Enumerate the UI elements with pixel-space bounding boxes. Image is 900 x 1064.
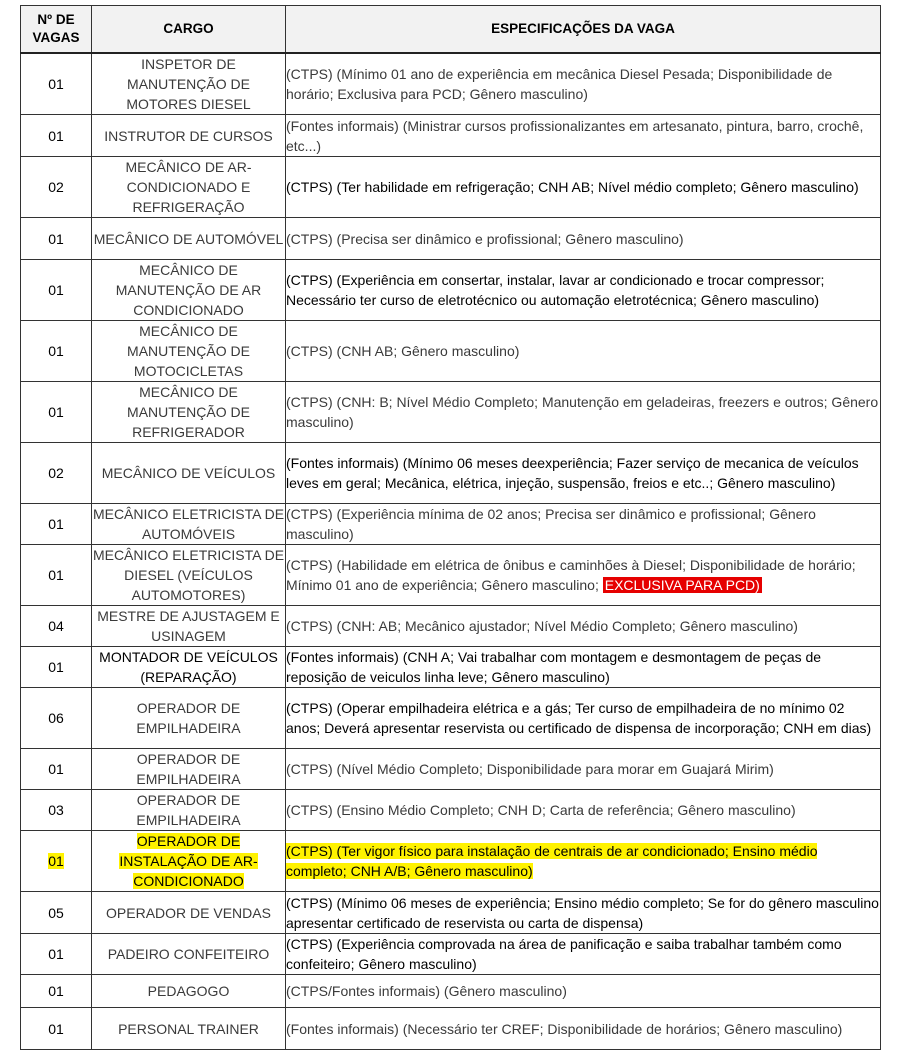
vagas-cell: 01 [21, 53, 92, 115]
job-vacancies-table [20, 5, 881, 1050]
header-vagas-line2: VAGAS [32, 30, 80, 45]
table-row [21, 157, 881, 218]
spec-cell [286, 545, 881, 606]
vagas-cell: 01 [21, 934, 92, 975]
spec-cell: (CTPS) (Mínimo 01 ano de experiência em mecânica Diesel Pesada; Disponibilidade de horário; Exclusiva para PCD; Gênero masculino) [286, 53, 881, 115]
vagas-cell: 02 [21, 157, 92, 218]
cargo-cell: MECÂNICO DE VEÍCULOS [92, 443, 286, 504]
vagas-cell: 06 [21, 688, 92, 749]
vagas-cell: 02 [21, 443, 92, 504]
spec-cell: (Fontes informais) (Necessário ter CREF; Disponibilidade de horários; Gênero masculino) [286, 1008, 881, 1050]
spec-text: (CTPS) (Habilidade em elétrica de ônibus e caminhões à Diesel; Disponibilidade de horário; Mínimo 01 ano de experiência; Gênero masculino; [286, 557, 856, 593]
cargo-cell: PEDAGOGO [92, 975, 286, 1008]
table-row [21, 1008, 881, 1050]
spec-cell: (CTPS) (CNH: AB; Mecânico ajustador; Nível Médio Completo; Gênero masculino) [286, 606, 881, 647]
table-row [21, 606, 881, 647]
pcd-badge: EXCLUSIVA PARA PCD) [604, 577, 760, 593]
vagas-cell: 01 [21, 382, 92, 443]
spec-cell [286, 831, 881, 892]
vagas-cell: 01 [21, 260, 92, 321]
table-row [21, 260, 881, 321]
table-row [21, 647, 881, 688]
spec-cell: (CTPS) (Operar empilhadeira elétrica e a gás; Ter curso de empilhadeira de no mínimo 02 anos; Deverá apresentar reservista ou certificado de dispensa de incorporação; CNH em dias) [286, 688, 881, 749]
cargo-cell: INSPETOR DE MANUTENÇÃO DE MOTORES DIESEL [92, 53, 286, 115]
table-row [21, 382, 881, 443]
table-row [21, 115, 881, 157]
cargo-cell: PERSONAL TRAINER [92, 1008, 286, 1050]
spec-cell: (CTPS) (Mínimo 06 meses de experiência; Ensino médio completo; Se for do gênero masculino apresentar certificado de reservista ou carta de dispensa) [286, 892, 881, 934]
vagas-cell: 01 [21, 749, 92, 790]
vagas-cell [21, 831, 92, 892]
vagas-cell: 01 [21, 1008, 92, 1050]
cargo-cell: MECÂNICO ELETRICISTA DE AUTOMÓVEIS [92, 504, 286, 545]
cargo-cell: MECÂNICO ELETRICISTA DE DIESEL (VEÍCULOS AUTOMOTORES) [92, 545, 286, 606]
vagas-cell: 05 [21, 892, 92, 934]
table-row [21, 545, 881, 606]
cargo-cell: MECÂNICO DE MANUTENÇÃO DE MOTOCICLETAS [92, 321, 286, 382]
table-row [21, 53, 881, 115]
header-vagas-line1: Nº DE [37, 12, 75, 27]
header-spec: ESPECIFICAÇÕES DA VAGA [286, 6, 881, 54]
table-row [21, 321, 881, 382]
vagas-cell: 04 [21, 606, 92, 647]
spec-cell: (CTPS) (CNH AB; Gênero masculino) [286, 321, 881, 382]
spec-cell: (Fontes informais) (Ministrar cursos profissionalizantes em artesanato, pintura, barro, crochê, etc...) [286, 115, 881, 157]
table-row [21, 688, 881, 749]
spec-cell: (CTPS) (Experiência mínima de 02 anos; Precisa ser dinâmico e profissional; Gênero masculino) [286, 504, 881, 545]
table-row [21, 975, 881, 1008]
vagas-cell: 01 [21, 321, 92, 382]
table-row [21, 218, 881, 260]
cargo-cell: OPERADOR DE EMPILHADEIRA [92, 749, 286, 790]
vagas-cell: 01 [21, 115, 92, 157]
spec-cell: (CTPS) (CNH: B; Nível Médio Completo; Manutenção em geladeiras, freezers e outros; Gênero masculino) [286, 382, 881, 443]
spec-cell: (CTPS) (Experiência comprovada na área de panificação e saiba trabalhar também como confeiteiro; Gênero masculino) [286, 934, 881, 975]
table-row [21, 504, 881, 545]
cargo-cell: MECÂNICO DE AUTOMÓVEL [92, 218, 286, 260]
spec-cell: (CTPS) (Precisa ser dinâmico e profissional; Gênero masculino) [286, 218, 881, 260]
cargo-cell: MECÂNICO DE MANUTENÇÃO DE REFRIGERADOR [92, 382, 286, 443]
vagas-cell: 01 [21, 218, 92, 260]
cargo-highlight: OPERADOR DE INSTALAÇÃO DE AR-CONDICIONADO [119, 833, 258, 889]
spec-cell: (Fontes informais) (CNH A; Vai trabalhar com montagem e desmontagem de peças de reposição de veiculos linha leve; Gênero masculino) [286, 647, 881, 688]
table-row [21, 749, 881, 790]
spec-cell: (Fontes informais) (Mínimo 06 meses deexperiência; Fazer serviço de mecanica de veículos leves em geral; Mecânica, elétrica, injeção, suspensão, freios e etc..; Gênero masculino) [286, 443, 881, 504]
spec-cell: (CTPS) (Ensino Médio Completo; CNH D; Carta de referência; Gênero masculino) [286, 790, 881, 831]
vagas-cell: 01 [21, 975, 92, 1008]
spec-cell: (CTPS) (Ter habilidade em refrigeração; CNH AB; Nível médio completo; Gênero masculino) [286, 157, 881, 218]
vagas-highlight: 01 [48, 853, 64, 869]
table-row [21, 443, 881, 504]
cargo-cell: MESTRE DE AJUSTAGEM E USINAGEM [92, 606, 286, 647]
vagas-cell: 03 [21, 790, 92, 831]
cargo-cell: PADEIRO CONFEITEIRO [92, 934, 286, 975]
cargo-cell: OPERADOR DE EMPILHADEIRA [92, 790, 286, 831]
table-row [21, 892, 881, 934]
table-header-row [21, 6, 881, 54]
header-cargo: CARGO [92, 6, 286, 54]
cargo-cell: INSTRUTOR DE CURSOS [92, 115, 286, 157]
table-row-highlighted [21, 831, 881, 892]
cargo-cell: MONTADOR DE VEÍCULOS (REPARAÇÃO) [92, 647, 286, 688]
spec-cell: (CTPS) (Experiência em consertar, instalar, lavar ar condicionado e trocar compressor; Necessário ter curso de eletrotécnico ou automação eletrotécnica; Gênero masculino) [286, 260, 881, 321]
spec-highlight: (CTPS) (Ter vigor físico para instalação de centrais de ar condicionado; Ensino médio completo; CNH A/B; Gênero masculino) [286, 843, 818, 879]
table-row [21, 934, 881, 975]
cargo-cell: MECÂNICO DE AR-CONDICIONADO E REFRIGERAÇÃO [92, 157, 286, 218]
spec-cell: (CTPS/Fontes informais) (Gênero masculino) [286, 975, 881, 1008]
table-row [21, 790, 881, 831]
vagas-cell: 01 [21, 504, 92, 545]
cargo-cell: OPERADOR DE EMPILHADEIRA [92, 688, 286, 749]
cargo-cell: MECÂNICO DE MANUTENÇÃO DE AR CONDICIONADO [92, 260, 286, 321]
cargo-cell [92, 831, 286, 892]
vagas-cell: 01 [21, 647, 92, 688]
spec-cell: (CTPS) (Nível Médio Completo; Disponibilidade para morar em Guajará Mirim) [286, 749, 881, 790]
header-vagas [21, 6, 92, 54]
vagas-cell: 01 [21, 545, 92, 606]
cargo-cell: OPERADOR DE VENDAS [92, 892, 286, 934]
